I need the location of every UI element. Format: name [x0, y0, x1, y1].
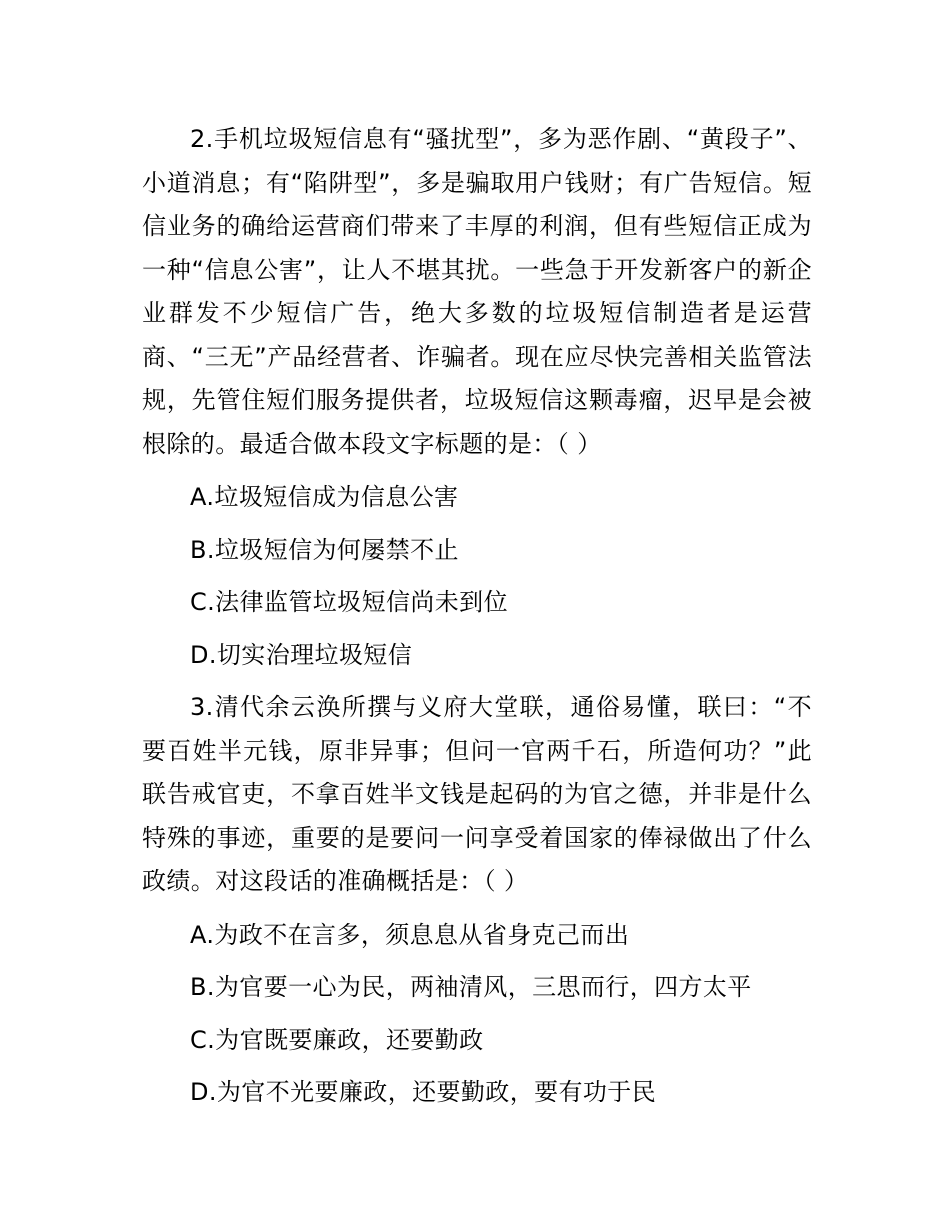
option-c: C.法律监管垃圾短信尚未到位 [190, 588, 508, 616]
option-a: A.为政不在言多，须息息从省身克己而出 [190, 920, 630, 949]
option-b: B.为官要一心为民，两袖清风，三思而行，四方太平 [190, 973, 752, 1001]
option-b: B.垃圾短信为何屡禁不止 [190, 535, 459, 564]
question-stem: 2.手机垃圾短信息有“骚扰型”，多为恶作剧、“黄段子”、小道消息；有“陷阱型”，多是骗取用户钱财；有广告短信。短信业务的确给运营商们带来了丰厚的利润，但有些短信正成为一种“信息公害”，让人不堪其扰。一些急于开发新客户的新企业群发不少短信广告，绝大多数的垃圾短信制造者是运营商、“三无”产品经营者、诈骗者。现在应尽快完善相关监管法规，先管住短们服务提供者，垃圾短信这颗毒瘤，迟早是会被根除的。最适合做本段文字标题的是：（ ） [142, 125, 812, 458]
question-3 [142, 686, 812, 1115]
document-page [142, 118, 812, 1115]
question-stem: 3.清代余云涣所撰与义府大堂联，通俗易懂，联曰：“不要百姓半元钱，原非异事；但问一官两千石，所造何功？”此联告戒官吏，不拿百姓半文钱是起码的为官之德，并非是什么特殊的事迹，重要的是要问一问享受着国家的俸禄做出了什么政绩。对这段话的准确概括是：（ ） [142, 693, 812, 895]
option-c: C.为官既要廉政，还要勤政 [190, 1025, 484, 1054]
option-d: D.为官不光要廉政，还要勤政，要有功于民 [190, 1078, 657, 1106]
option-a: A.垃圾短信成为信息公害 [190, 483, 459, 511]
option-d: D.切实治理垃圾短信 [190, 640, 413, 669]
question-2 [142, 118, 812, 677]
